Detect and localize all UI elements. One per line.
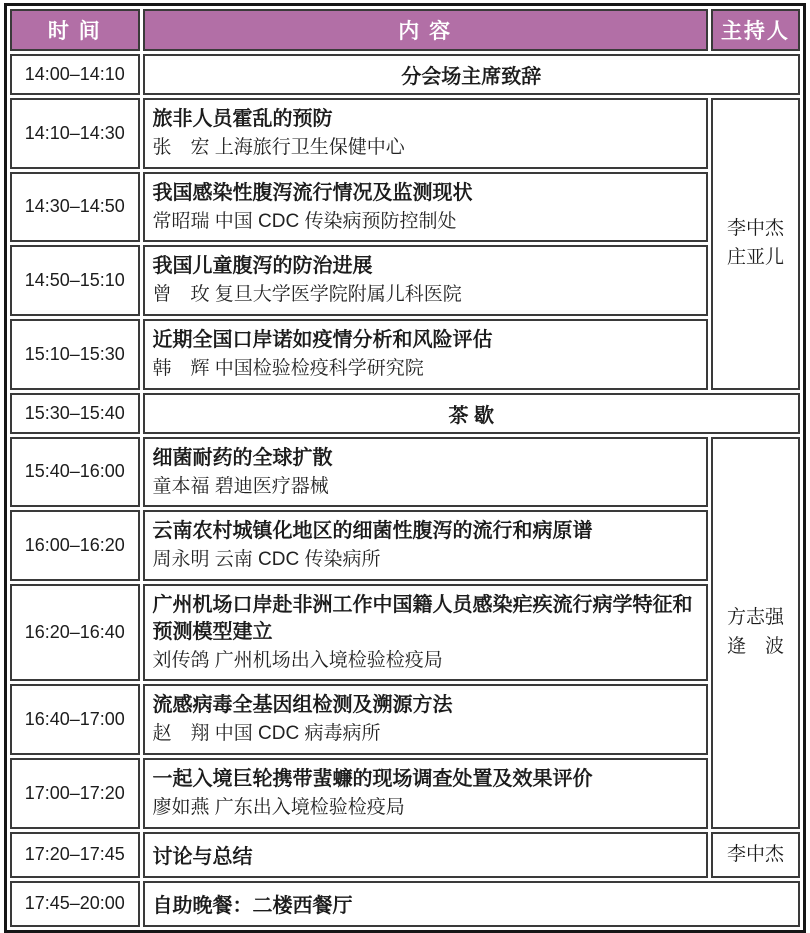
time-cell: 16:20–16:40 [10, 584, 140, 682]
dinner-cell: 自助晚餐：二楼西餐厅 [143, 881, 801, 927]
table-row [10, 510, 800, 581]
table-row [10, 437, 800, 508]
session-title: 云南农村城镇化地区的细菌性腹泻的流行和病原谱 [152, 520, 593, 543]
session-schedule-table [4, 3, 806, 933]
table-row [10, 98, 800, 169]
host-name: 庄亚儿 [726, 246, 784, 268]
time-cell: 17:20–17:45 [10, 832, 140, 878]
session-title: 广州机场口岸赴非洲工作中国籍人员感染疟疾流行病学特征和预测模型建立 [152, 593, 693, 643]
session-title: 细菌耐药的全球扩散 [152, 446, 333, 469]
table-row [10, 245, 800, 316]
time-cell: 16:40–17:00 [10, 684, 140, 755]
tea-break-cell: 茶 歇 [143, 393, 801, 434]
session-title: 我国感染性腹泻流行情况及监测现状 [152, 181, 473, 204]
host-name: 逄 波 [726, 635, 784, 657]
header-row [10, 9, 800, 51]
table-row [10, 584, 800, 682]
session-title: 我国儿童腹泻的防治进展 [152, 255, 373, 278]
speaker-line: 常昭瑞 中国 CDC 传染病预防控制处 [152, 210, 457, 232]
session-title: 流感病毒全基因组检测及溯源方法 [152, 694, 453, 717]
time-cell: 16:00–16:20 [10, 510, 140, 581]
host-name: 方志强 [726, 607, 784, 629]
time-cell: 14:10–14:30 [10, 98, 140, 169]
table-row [10, 881, 800, 927]
session-title: 近期全国口岸诺如疫情分析和风险评估 [152, 328, 493, 351]
column-header-time: 时 间 [10, 9, 140, 51]
speaker-line: 童本福 碧迪医疗器械 [152, 475, 329, 497]
table-row [10, 172, 800, 243]
time-cell: 14:00–14:10 [10, 54, 140, 95]
time-cell: 15:40–16:00 [10, 437, 140, 508]
column-header-content: 内 容 [143, 9, 708, 51]
table-row [10, 54, 800, 95]
session-cell [143, 98, 708, 169]
host-cell-group2 [711, 437, 800, 829]
speaker-line: 张 宏 上海旅行卫生保健中心 [152, 137, 405, 158]
table-row [10, 832, 800, 878]
time-cell: 17:00–17:20 [10, 758, 140, 829]
session-title: 一起入境巨轮携带蜚蠊的现场调查处置及效果评价 [152, 768, 593, 791]
opening-remarks-cell: 分会场主席致辞 [143, 54, 801, 95]
session-cell [143, 437, 708, 508]
time-cell: 15:30–15:40 [10, 393, 140, 434]
table-row [10, 684, 800, 755]
speaker-line: 刘传鸽 广州机场出入境检验检疫局 [152, 649, 443, 671]
host-name: 李中杰 [726, 218, 784, 240]
speaker-line: 周永明 云南 CDC 传染病所 [152, 549, 381, 571]
session-cell [143, 172, 708, 243]
session-title: 旅非人员霍乱的预防 [152, 108, 333, 130]
time-cell: 14:50–15:10 [10, 245, 140, 316]
session-cell [143, 319, 708, 390]
speaker-line: 曾 玫 复旦大学医学院附属儿科医院 [152, 284, 462, 306]
session-cell [143, 510, 708, 581]
time-cell: 17:45–20:00 [10, 881, 140, 927]
discussion-summary-cell: 讨论与总结 [143, 832, 708, 878]
session-cell [143, 758, 708, 829]
speaker-line: 韩 辉 中国检验检疫科学研究院 [152, 357, 424, 379]
time-cell: 14:30–14:50 [10, 172, 140, 243]
table-row [10, 319, 800, 390]
column-header-host: 主持人 [711, 9, 800, 51]
table-row [10, 393, 800, 434]
host-cell-closing: 李中杰 [711, 832, 800, 878]
host-cell-group1 [711, 98, 800, 390]
time-cell: 15:10–15:30 [10, 319, 140, 390]
session-cell [143, 245, 708, 316]
session-cell [143, 684, 708, 755]
table-row [10, 758, 800, 829]
speaker-line: 赵 翔 中国 CDC 病毒病所 [152, 723, 381, 745]
speaker-line: 廖如燕 广东出入境检验检疫局 [152, 797, 405, 819]
session-cell [143, 584, 708, 682]
